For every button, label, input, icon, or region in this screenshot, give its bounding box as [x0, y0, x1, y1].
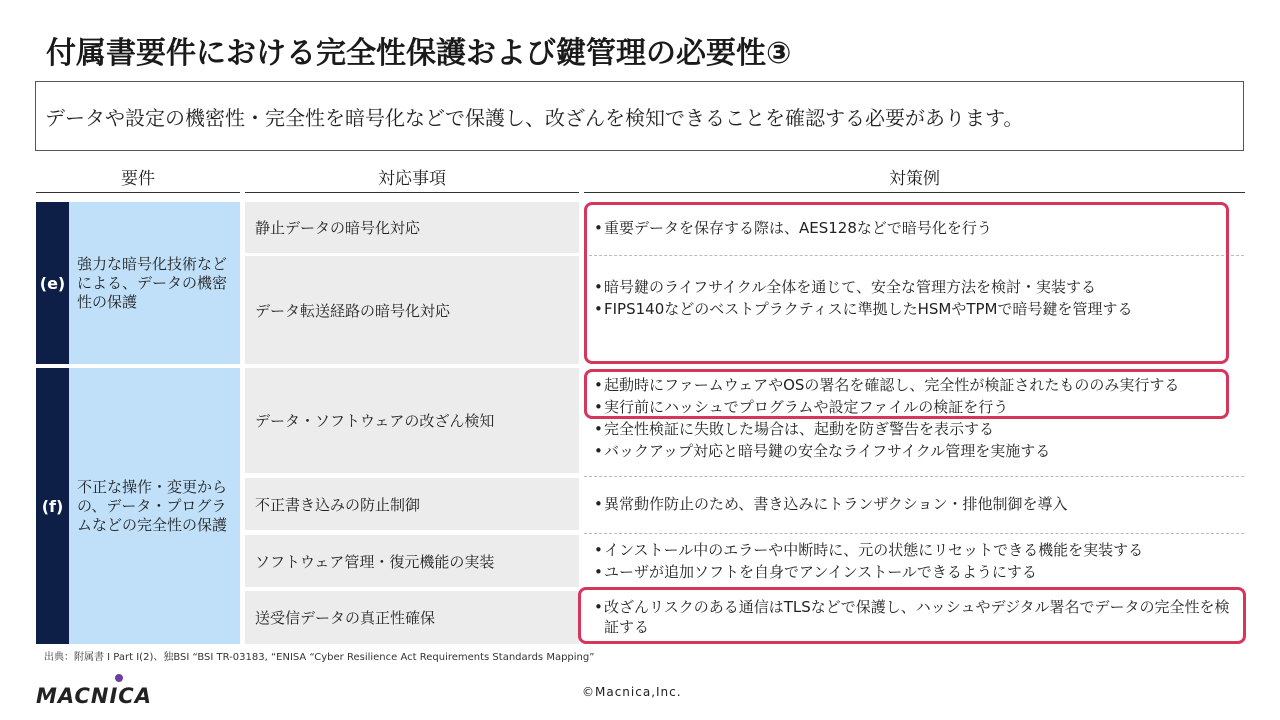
group-code-f: (f) [36, 368, 69, 644]
header-action: 対応事項 [245, 166, 579, 193]
action-cell: 静止データの暗号化対応 [245, 202, 579, 253]
summary-box: データや設定の機密性・完全性を暗号化などで保護し、改ざんを検知できることを確認する必要があります。 [35, 81, 1244, 151]
action-cell: データ転送経路の暗号化対応 [245, 256, 579, 364]
requirement-e: 強力な暗号化技術などによる、データの機密性の保護 [69, 202, 240, 364]
copyright: ©Macnica,Inc. [582, 685, 682, 699]
logo-dot-icon [115, 674, 123, 682]
page-title: 付属書要件における完全性保護および鍵管理の必要性③ [46, 36, 792, 71]
row-divider [584, 476, 1244, 477]
highlight-box [584, 369, 1229, 419]
macnica-logo: MACNICA [36, 684, 152, 708]
header-requirement: 要件 [36, 166, 240, 193]
action-cell: ソフトウェア管理・復元機能の実装 [245, 535, 579, 587]
example-item: • 重要データを保存する際は、AES128などで暗号化を行う [594, 217, 1232, 239]
example-item: • 実行前にハッシュでプログラムや設定ファイルの検証を行う [594, 396, 1232, 418]
example-item: • バックアップ対応と暗号鍵の安全なライフサイクル管理を実施する [594, 440, 1232, 462]
highlight-box [584, 202, 1229, 364]
example-cell [582, 478, 1232, 530]
row-divider [584, 533, 1244, 534]
header-example: 対策例 [584, 166, 1245, 193]
requirement-f: 不正な操作・変更からの、データ・プログラムなどの完全性の保護 [69, 368, 240, 644]
example-item: • ユーザが追加ソフトを自身でアンインストールできるようにする [594, 561, 1232, 583]
example-item: • 改ざんリスクのある通信はTLSなどで保護し、ハッシュやデジタル署名でデータの完全性を検証する [594, 597, 1242, 637]
example-item: • FIPS140などのベストプラクティスに準拠したHSMやTPMで暗号鍵を管理する [594, 298, 1232, 320]
action-cell: 不正書き込みの防止制御 [245, 478, 579, 530]
action-cell: データ・ソフトウェアの改ざん検知 [245, 368, 579, 473]
highlight-box [578, 587, 1246, 644]
action-cell: 送受信データの真正性確保 [245, 591, 579, 644]
example-item: • インストール中のエラーや中断時に、元の状態にリセットできる機能を実装する [594, 539, 1232, 561]
group-code-e: (e) [36, 202, 69, 364]
example-cell [582, 535, 1232, 587]
example-item: • 暗号鍵のライフサイクル全体を通じて、安全な管理方法を検討・実装する [594, 276, 1232, 298]
source-note: 出典：附属書 I Part I(2)、独BSI “BSI TR-03183, “ENISA “Cyber Resilience Act Requirements Standards Mapping” [44, 652, 595, 663]
example-item: • 異常動作防止のため、書き込みにトランザクション・排他制御を導入 [594, 493, 1232, 515]
example-item: • 完全性検証に失敗した場合は、起動を防ぎ警告を表示する [594, 418, 1232, 440]
example-item: • 起動時にファームウェアやOSの署名を確認し、完全性が検証されたもののみ実行する [594, 374, 1232, 396]
